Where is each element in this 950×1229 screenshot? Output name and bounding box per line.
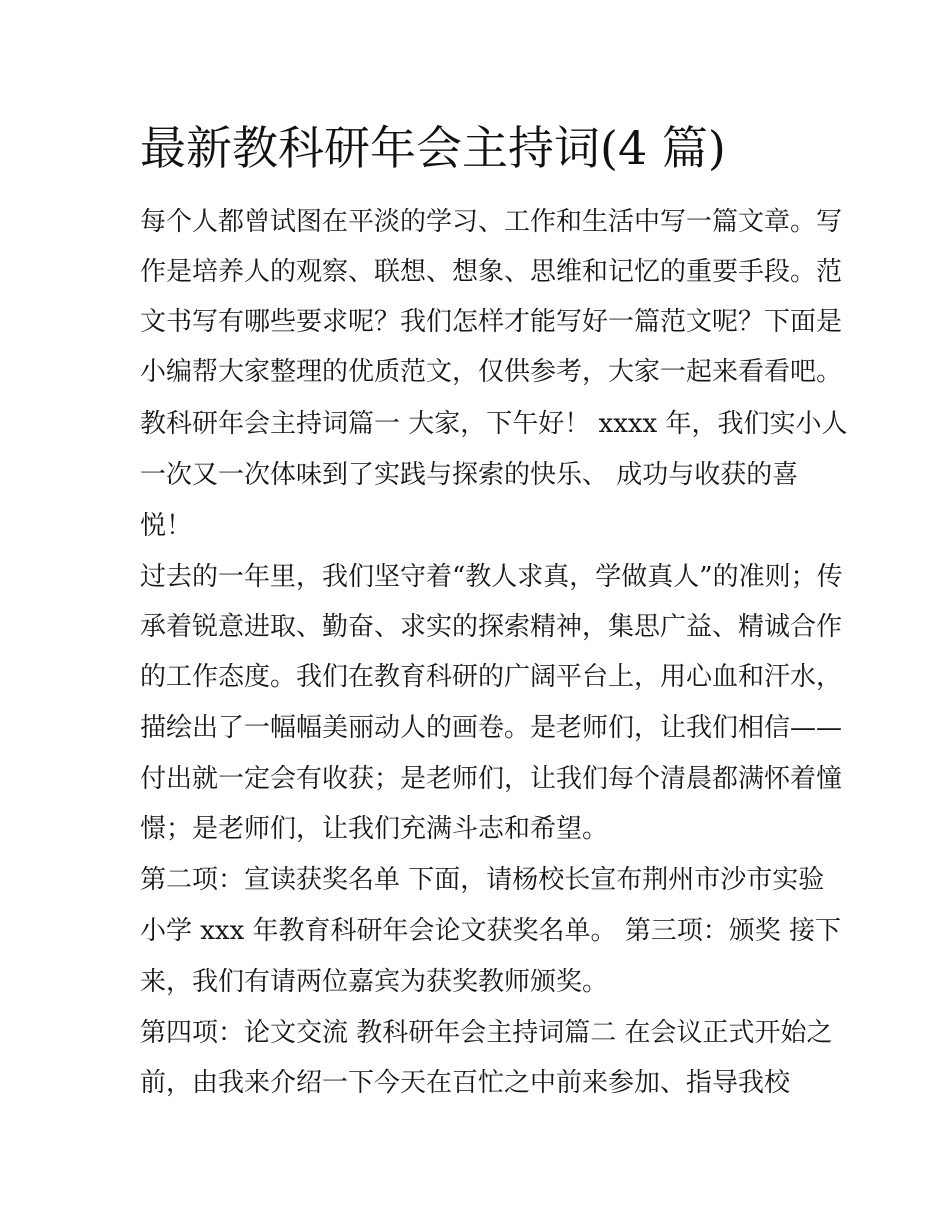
body-line: 悦！ <box>140 511 193 541</box>
body-line: 小学 xxx 年教育科研年会论文获奖名单。 第三项：颁奖 接下 <box>140 916 842 946</box>
body-line: 承着锐意进取、勤奋、求实的探索精神，集思广益、精诚合作 <box>140 612 843 642</box>
body-line: 第二项：宣读获奖名单 下面，请杨校长宣布荆州市沙市实验 <box>140 865 825 895</box>
body-line: 憬；是老师们，让我们充满斗志和希望。 <box>140 814 609 844</box>
body-line: 作是培养人的观察、联想、想象、思维和记忆的重要手段。范 <box>140 257 843 287</box>
body-line: 前，由我来介绍一下今天在百忙之中前来参加、指导我校 <box>140 1068 791 1098</box>
document-title: 最新教科研年会主持词(4 篇) <box>140 121 726 175</box>
body-line: 来，我们有请两位嘉宾为获奖教师颁奖。 <box>140 967 609 997</box>
body-line: 小编帮大家整理的优质范文，仅供参考，大家一起来看看吧。 <box>140 357 843 387</box>
body-line: 文书写有哪些要求呢？我们怎样才能写好一篇范文呢？下面是 <box>140 307 843 337</box>
body-line: 每个人都曾试图在平淡的学习、工作和生活中写一篇文章。写 <box>140 207 843 237</box>
body-line: 付出就一定会有收获；是老师们，让我们每个清晨都满怀着憧 <box>140 764 843 794</box>
body-line: 一次又一次体味到了实践与探索的快乐、 成功与收获的喜 <box>140 460 799 490</box>
body-line: 描绘出了一幅幅美丽动人的画卷。是老师们，让我们相信—— <box>140 713 843 743</box>
body-line: 的工作态度。我们在教育科研的广阔平台上，用心血和汗水， <box>140 662 843 692</box>
body-line: 第四项：论文交流 教科研年会主持词篇二 在会议正式开始之 <box>140 1018 833 1048</box>
body-line: 过去的一年里，我们坚守着“教人求真，学做真人”的准则；传 <box>140 562 843 592</box>
body-line: 教科研年会主持词篇一 大家，下午好！ xxxx 年，我们实小人 <box>140 409 848 439</box>
